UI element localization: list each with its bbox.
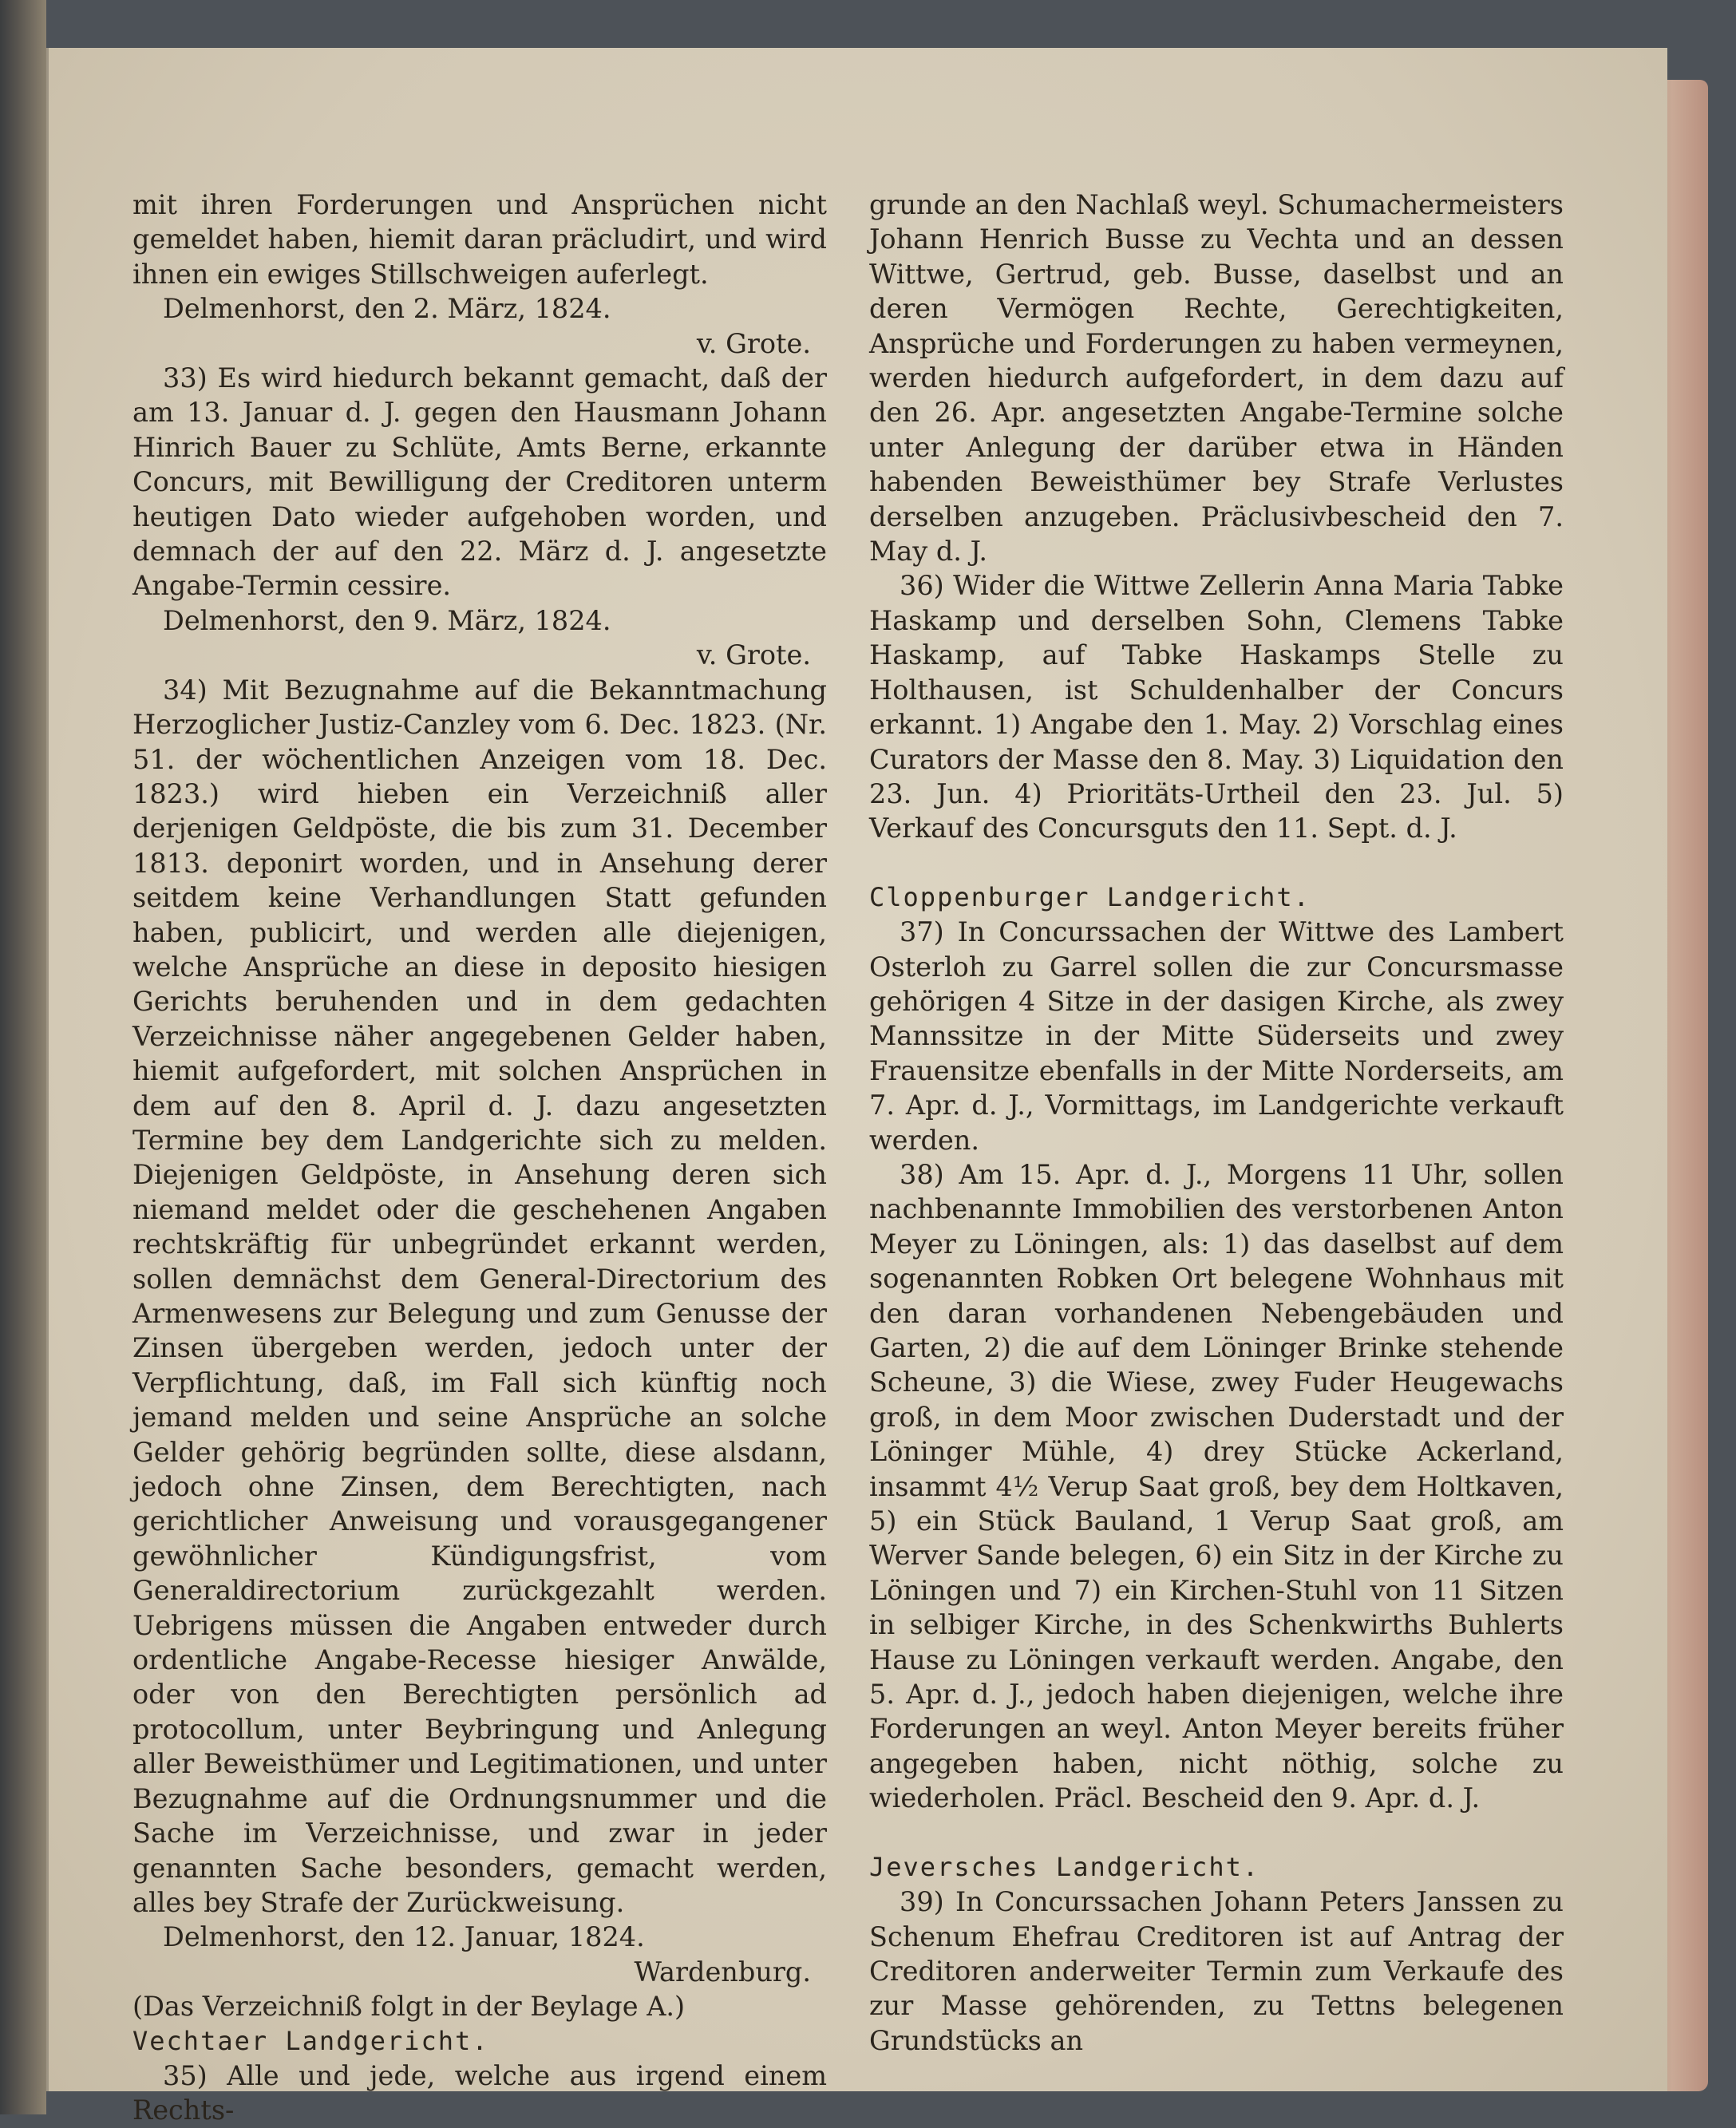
- notice-34: 34) Mit Bezugnahme auf die Bekanntmachung Herzoglicher Justiz-Canzley vom 6. Dec. 1823. (Nr. 51. der wöchentlichen Anzeigen vom 18. Dec. 1823.) wird hieben ein Verzeichniß aller derjenigen Geldpöste, die bis zum 31. December 1813. deponirt worden, und in Ansehung derer seitdem keine Verhandlungen Statt gefunden haben, publicirt, und werden alle diejenigen, welche Ansprüche an diese in deposito hiesigen Gerichts beruhenden und in dem gedachten Verzeichnisse näher angegebenen Gelder haben, hiemit aufgefordert, mit solchen Ansprüchen in dem auf den 8. April d. J. dazu angesetzten Termine bey dem Landgerichte sich zu melden. Diejenigen Geldpöste, in Ansehung deren sich niemand meldet oder die geschehenen Angaben rechtskräftig für unbegründet erkannt werden, sollen demnächst dem General-Directorium des Armenwesens zur Belegung und zum Genusse der Zinsen übergeben werden, jedoch unter der Verpflichtung, daß, im Fall sich künftig noch jemand melden und seine Ansprüche an solche Gelder gehörig begründen sollte, diese alsdann, jedoch ohne Zinsen, dem Berechtigten, nach gerichtlicher Anweisung und vorausgegangener gewöhnlicher Kündigungsfrist, vom Generaldirectorium zurückgezahlt werden. Uebrigens müssen die Angaben entweder durch ordentliche Angabe-Recesse hiesiger Anwälde, oder von den Berechtigten persönlich ad protocollum, unter Beybringung und Anlegung aller Beweisthümer und Legitimationen, und unter Bezugnahme auf die Ordnungsnummer und die Sache im Verzeichnisse, und zwar in jeder genannten Sache besonders, gemacht werden, alles bey Strafe der Zurückweisung.: [132, 674, 827, 1918]
- section-heading-vechta: Vechtaer Landgericht.: [132, 2025, 489, 2056]
- note: (Das Verzeichniß folgt in der Beylage A.): [132, 1991, 686, 2023]
- dateline: Delmenhorst, den 9. März, 1824.: [163, 604, 611, 636]
- notice-36: 36) Wider die Wittwe Zellerin Anna Maria Tabke Haskamp und derselben Sohn, Clemens Tabke Haskamp, auf Tabke Haskamps Stelle zu Holthausen, ist Schuldenhalber der Concurs erkannt. 1) Angabe den 1. May. 2) Vorschlag eines Curators der Masse den 8. May. 3) Liquidation den 23. Jun. 4) Prioritäts-Urtheil den 23. Jul. 5) Verkauf des Concursguts den 11. Sept. d. J.: [869, 570, 1564, 844]
- notice-38: 38) Am 15. Apr. d. J., Morgens 11 Uhr, sollen nachbenannte Immobilien des verstorbenen Anton Meyer zu Löningen, als: 1) das daselbst auf dem sogenannten Robken Ort belegene Wohnhaus mit den daran vorhandenen Nebengebäuden und Garten, 2) die auf dem Löninger Brinke stehende Scheune, 3) die Wiese, zwey Fuder Heugewachs groß, in dem Moor zwischen Duderstadt und der Löninger Mühle, 4) drey Stücke Ackerland, insammt 4½ Verup Saat groß, bey dem Holtkaven, 5) ein Stück Bauland, 1 Verup Saat groß, am Werver Sande belegen, 6) ein Sitz in der Kirche zu Löningen und 7) ein Kirchen-Stuhl von 11 Sitzen in selbiger Kirche, in des Schenkwirths Buhlerts Hause zu Löningen verkauft werden. Angabe, den 5. Apr. d. J., jedoch haben diejenigen, welche ihre Forderungen an weyl. Anton Meyer bereits früher angegeben haben, nicht nöthig, solche zu wiederholen. Präcl. Bescheid den 9. Apr. d. J.: [869, 1158, 1564, 1814]
- signature: v. Grote.: [696, 639, 811, 671]
- notice-35-start: 35) Alle und jede, welche aus irgend einem Rechts-: [132, 2059, 827, 2126]
- notice-39: 39) In Concurssachen Johann Peters Janssen zu Schenum Ehefrau Creditoren ist auf Antrag der Creditoren anderweiter Termin zum Verkaufe des zur Masse gehörenden, zu Tettns belegenen Grundstücks an: [869, 1886, 1564, 2056]
- book-gutter: [0, 0, 46, 2114]
- signature: v. Grote.: [696, 327, 811, 359]
- notice-35-continuation: grunde an den Nachlaß weyl. Schumachermeisters Johann Henrich Busse zu Vechta und an dessen Wittwe, Gertrud, geb. Busse, daselbst und an deren Vermögen Rechte, Gerechtigkeiten, Ansprüche und Forderungen zu haben vermeynen, werden hiedurch aufgefordert, in dem dazu auf den 26. Apr. angesetzten Angabe-Termine solche unter Anlegung der darüber etwa in Händen habenden Beweisthümer bey Strafe Verlustes derselben anzugeben. Präclusivbescheid den 7. May d. J.: [869, 189, 1564, 568]
- signature: Wardenburg.: [634, 1956, 811, 1988]
- section-heading-cloppenburg: Cloppenburger Landgericht.: [869, 881, 1311, 912]
- dateline: Delmenhorst, den 12. Januar, 1824.: [163, 1921, 645, 1953]
- right-column: [869, 188, 1564, 2058]
- dateline: Delmenhorst, den 2. März, 1824.: [163, 293, 611, 325]
- notice-37: 37) In Concurssachen der Wittwe des Lambert Osterloh zu Garrel sollen die zur Concursmasse gehörigen 4 Sitze in der dasigen Kirche, als zwey Mannssitze in der Mitte Süderseits und zwey Frauensitze ebenfalls in der Mitte Norderseits, am 7. Apr. d. J., Vormittags, im Landgerichte verkauft werden.: [869, 916, 1564, 1156]
- paragraph-continuation: mit ihren Forderungen und Ansprüchen nicht gemeldet haben, hiemit daran präcludirt, und wird ihnen ein ewiges Stillschweigen auferlegt.: [132, 189, 827, 290]
- newspaper-page: [46, 48, 1667, 2126]
- notice-33: 33) Es wird hiedurch bekannt gemacht, daß der am 13. Januar d. J. gegen den Hausmann Johann Hinrich Bauer zu Schlüte, Amts Berne, erkannte Concurs, mit Bewilligung der Creditoren unterm heutigen Dato wieder aufgehoben worden, und demnach der auf den 22. März d. J. angesetzte Angabe-Termin cessire.: [132, 362, 827, 602]
- left-column: [132, 188, 827, 2128]
- section-heading-jever: Jeversches Landgericht.: [869, 1851, 1260, 1882]
